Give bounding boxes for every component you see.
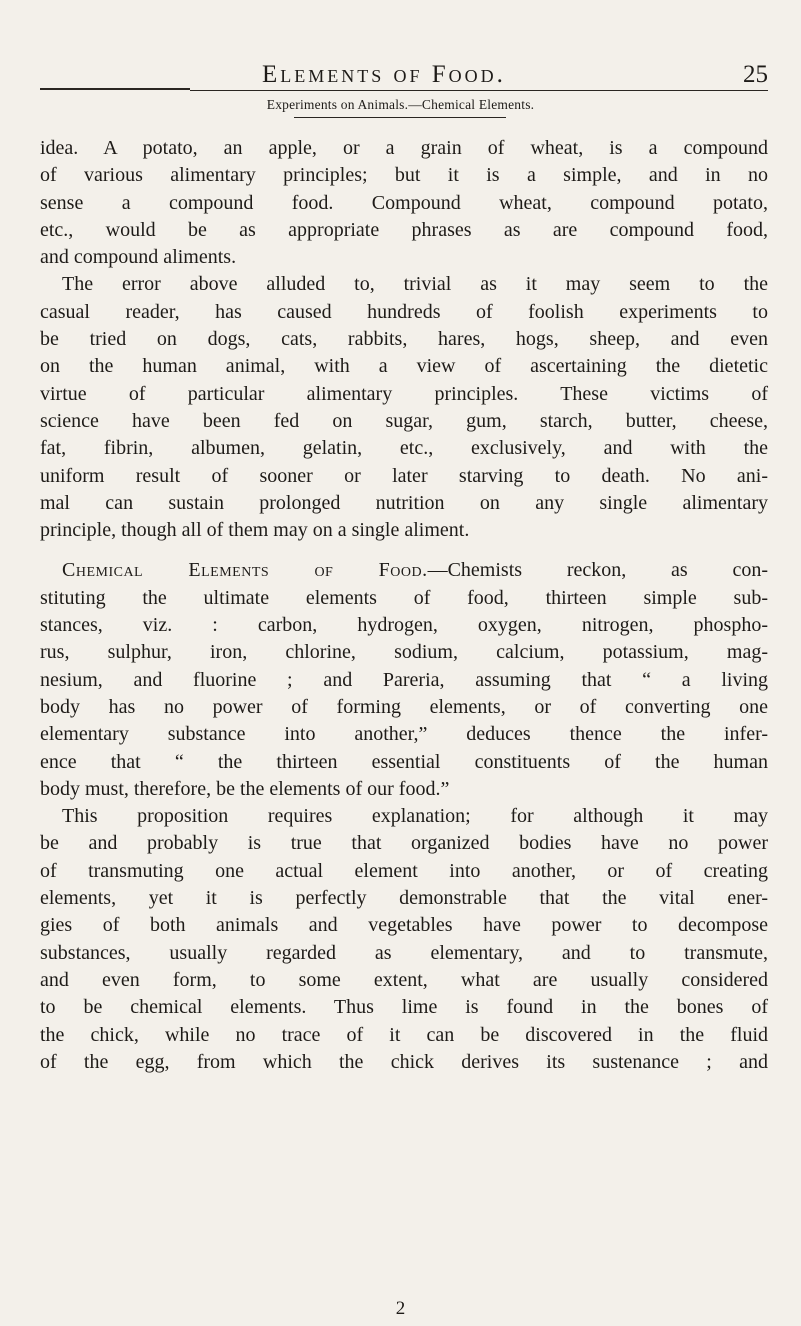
text-line: ence that “ the thirteen essential constituents of the human [40,750,768,773]
text-line: principle, though all of them may on a single aliment. [40,519,470,542]
text-line: to be chemical elements. Thus lime is found in the bones of [40,996,768,1019]
text-line: This proposition requires explanation; for although it may [62,805,768,828]
page-number: 25 [743,61,768,88]
text-line: science have been fed on sugar, gum, starch, butter, cheese, [40,409,768,432]
text-line: and even form, to some extent, what are usually considered [40,968,768,991]
text-line: be and probably is true that organized bodies have no power [40,832,768,855]
text-line: uniform result of sooner or later starving to death. No ani- [40,464,768,487]
text-line: stances, viz. : carbon, hydrogen, oxygen, nitrogen, phospho- [40,614,768,637]
text-line: body has no power of forming elements, or of converting one [40,695,768,718]
text-line: sense a compound food. Compound wheat, compound potato, [40,191,768,214]
paragraph-1 [40,135,768,271]
body-text [40,135,768,1076]
text-line: fat, fibrin, albumen, gelatin, etc., exclusively, and with the [40,437,768,460]
text-line: elements, yet it is perfectly demonstrable that the vital ener- [40,887,768,910]
text-line: of transmuting one actual element into another, or of creating [40,859,768,882]
paragraph-3 [40,557,768,803]
text-fragment: —Chemists reckon, as con- [427,559,768,582]
text-line: gies of both animals and vegetables have power to decompose [40,914,768,937]
text-line: substances, usually regarded as elementary, and to transmute, [40,941,768,964]
text-line: mal can sustain prolonged nutrition on any single alimentary [40,491,768,514]
text-line: body must, therefore, be the elements of our food.” [40,777,450,800]
text-line: casual reader, has caused hundreds of foolish experiments to [40,300,768,323]
text-line: virtue of particular alimentary principles. These victims of [40,382,768,405]
text-line: of various alimentary principles; but it is a simple, and in no [40,164,768,187]
text-line: and compound aliments. [40,246,237,269]
text-line: nesium, and fluorine ; and Pareria, assuming that “ a living [40,668,768,691]
text-line: idea. A potato, an apple, or a grain of wheat, is a compound [40,137,768,159]
header-rule [190,90,768,91]
paragraph-4 [40,803,768,1076]
text-line: elementary substance into another,” deduces thence the infer- [40,723,768,746]
running-title: Elements of Food. [262,61,506,88]
paragraph-2 [40,271,768,544]
section-heading: Chemical Elements of Food. [62,559,428,582]
text-line: stituting the ultimate elements of food, thirteen simple sub- [40,586,768,609]
text-line: of the egg, from which the chick derives its sustenance ; and [40,1050,768,1073]
text-line [40,557,768,584]
text-line: be tried on dogs, cats, rabbits, hares, hogs, sheep, and even [40,328,768,351]
text-line: etc., would be as appropriate phrases as are compound food, [40,218,768,241]
running-header [40,60,768,90]
section-subheader: Experiments on Animals.—Chemical Elements. [266,97,535,112]
text-line: rus, sulphur, iron, chlorine, sodium, calcium, potassium, mag- [40,641,768,664]
subheader-rule [294,117,506,118]
signature-mark: 2 [395,1298,406,1319]
text-line: The error above alluded to, trivial as it may seem to the [62,273,768,296]
text-line: the chick, while no trace of it can be discovered in the fluid [40,1023,768,1046]
header-rule-thick [40,88,190,90]
text-line: on the human animal, with a view of ascertaining the dietetic [40,355,768,378]
